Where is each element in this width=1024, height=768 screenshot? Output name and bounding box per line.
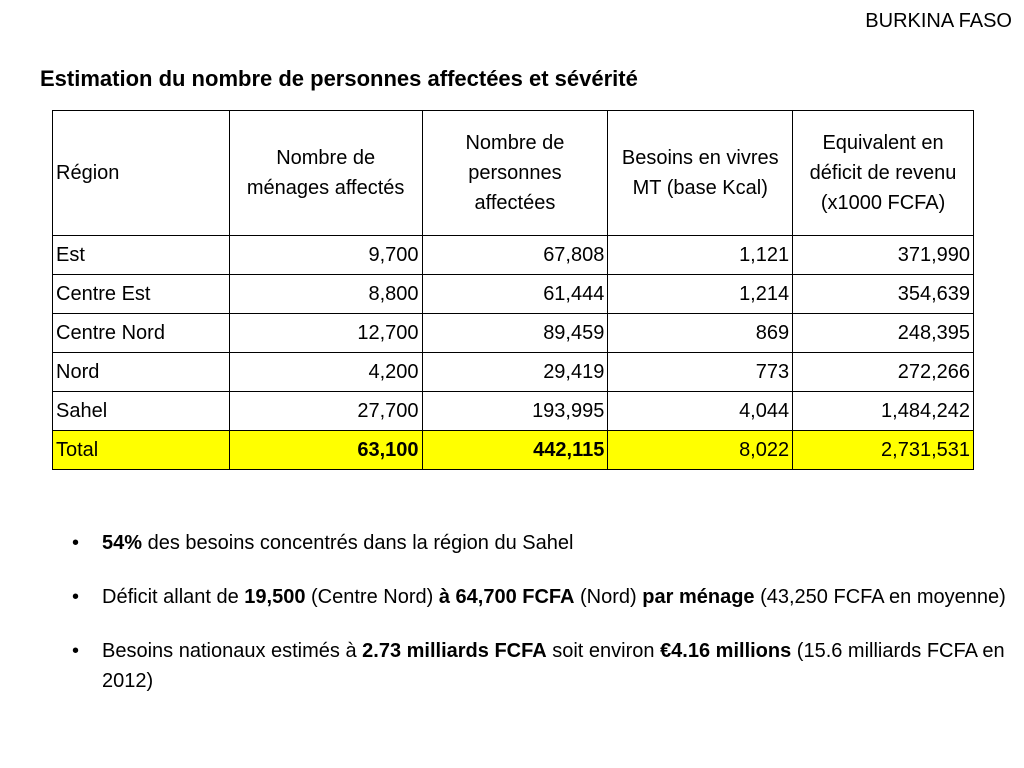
cell-region: Centre Nord [53, 314, 230, 353]
cell-income-deficit: 272,266 [793, 353, 974, 392]
cell-income-deficit: 354,639 [793, 275, 974, 314]
cell-food-needs: 773 [608, 353, 793, 392]
list-item [66, 528, 1006, 558]
table-row [53, 353, 974, 392]
cell-income-deficit: 371,990 [793, 236, 974, 275]
table-row [53, 392, 974, 431]
bullet-dot: • [72, 586, 80, 608]
table-row [53, 275, 974, 314]
cell-region: Sahel [53, 392, 230, 431]
cell-total-income-deficit: 2,731,531 [793, 431, 974, 470]
cell-persons: 89,459 [422, 314, 608, 353]
cell-total-label: Total [53, 431, 230, 470]
bullet-text: (Nord) [574, 586, 643, 608]
bullet-bold: à 64,700 FCFA [438, 586, 575, 608]
bullet-dot: • [72, 532, 80, 554]
bullet-text: (15.6 milliards FCFA en 2012) [102, 640, 1005, 692]
cell-region: Nord [53, 353, 230, 392]
cell-households: 12,700 [229, 314, 422, 353]
bullet-text: Besoins nationaux estimés à [102, 640, 363, 662]
cell-households: 4,200 [229, 353, 422, 392]
cell-income-deficit: 248,395 [793, 314, 974, 353]
table-row [53, 314, 974, 353]
list-item [66, 636, 1006, 696]
cell-region: Est [53, 236, 230, 275]
cell-region: Centre Est [53, 275, 230, 314]
cell-households: 27,700 [229, 392, 422, 431]
cell-persons: 29,419 [422, 353, 608, 392]
column-header-income-deficit: Equivalent en déficit de revenu (x1000 FCFA) [793, 111, 974, 236]
cell-food-needs: 1,121 [608, 236, 793, 275]
column-header-persons: Nombre de personnes affectées [422, 111, 608, 236]
bullet-bold: 19,500 [244, 586, 306, 608]
total-row [53, 431, 974, 470]
cell-food-needs: 869 [608, 314, 793, 353]
cell-households: 9,700 [229, 236, 422, 275]
column-header-food-needs: Besoins en vivres MT (base Kcal) [608, 111, 793, 236]
column-header-region: Région [53, 111, 230, 236]
column-header-households: Nombre de ménages affectés [229, 111, 422, 236]
list-item [66, 582, 1006, 612]
affected-population-table [52, 110, 974, 470]
page-title: Estimation du nombre de personnes affectées et sévérité [40, 66, 638, 91]
cell-total-households: 63,100 [229, 431, 422, 470]
bullet-text: (Centre Nord) [305, 586, 439, 608]
country-label: BURKINA FASO [865, 10, 1012, 32]
cell-food-needs: 1,214 [608, 275, 793, 314]
bullet-text: des besoins concentrés dans la région du Sahel [142, 532, 574, 554]
bullet-dot: • [72, 640, 80, 662]
bullet-bold: par ménage [642, 586, 755, 608]
cell-total-food-needs: 8,022 [608, 431, 793, 470]
cell-food-needs: 4,044 [608, 392, 793, 431]
bullet-text: soit environ [546, 640, 661, 662]
cell-persons: 61,444 [422, 275, 608, 314]
table-header-row [53, 111, 974, 236]
bullet-bold: 54% [102, 532, 143, 554]
bullet-bold: 2.73 milliards FCFA [362, 640, 547, 662]
bullet-text: (43,250 FCFA en moyenne) [754, 586, 1006, 608]
bullet-bold: €4.16 millions [660, 640, 792, 662]
cell-income-deficit: 1,484,242 [793, 392, 974, 431]
cell-persons: 67,808 [422, 236, 608, 275]
table-row [53, 236, 974, 275]
cell-households: 8,800 [229, 275, 422, 314]
key-findings-list [66, 528, 1006, 720]
bullet-text: Déficit allant de [102, 586, 245, 608]
cell-total-persons: 442,115 [422, 431, 608, 470]
cell-persons: 193,995 [422, 392, 608, 431]
